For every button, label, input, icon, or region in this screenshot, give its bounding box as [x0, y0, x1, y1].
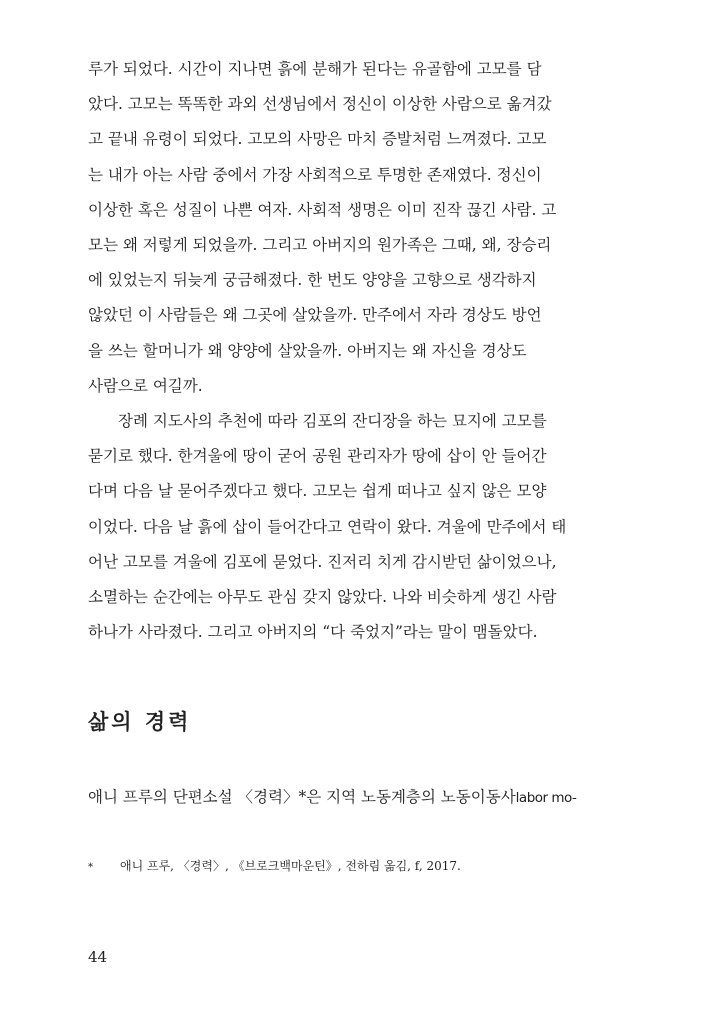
- body-paragraph-3: [88, 780, 628, 815]
- section-heading: 삶의 경력: [88, 709, 192, 734]
- text-line: 루가 되었다. 시간이 지나면 흙에 분해가 된다는 유골함에 고모를 담: [88, 60, 542, 78]
- footnote-text: 애니 프루, 〈경력〉, 《브로크백마운틴》, 전하림 옮김, f, 2017.: [120, 859, 461, 873]
- text-line: 는 내가 아는 사람 중에서 가장 사회적으로 투명한 존재였다. 정신이: [88, 165, 542, 184]
- text-line: 이었다. 다음 날 흙에 삽이 들어간다고 연락이 왔다. 겨울에 만주에서 태: [88, 517, 567, 536]
- body-paragraph-2: [88, 404, 628, 650]
- footnote: [88, 856, 648, 878]
- paragraph-text: 애니 프루의 단편소설 〈경력〉*은 지역 노동계층의 노동이동사: [88, 788, 516, 806]
- text-line: 았다. 고모는 똑똑한 과외 선생님에서 정신이 이상한 사람으로 옮겨갔: [88, 95, 552, 114]
- text-line: 에 있었는지 뒤늦게 궁금해졌다. 한 번도 양양을 고향으로 생각하지: [88, 271, 537, 290]
- text-line: 모는 왜 저렇게 되었을까. 그리고 아버지의 원가족은 그때, 왜, 장승리: [88, 235, 552, 254]
- text-line: 을 쓰는 할머니가 왜 양양에 살았을까. 아버지는 왜 자신을 경상도: [88, 341, 527, 360]
- text-line: 이상한 혹은 성질이 나쁜 여자. 사회적 생명은 이미 진작 끊긴 사람. 고: [88, 200, 557, 219]
- text-line: 어난 고모를 겨울에 김포에 묻었다. 진저리 치게 감시받던 삶이었으나,: [88, 552, 557, 571]
- text-line: 사람으로 여길까.: [88, 376, 203, 395]
- text-line: 장례 지도사의 추천에 따라 김포의 잔디장을 하는 묘지에 고모를: [118, 412, 547, 430]
- text-line: 고 끝내 유령이 되었다. 고모의 사망은 마치 증발처럼 느껴졌다. 고모: [88, 130, 547, 149]
- page-number: 44: [88, 948, 108, 966]
- text-line: 소멸하는 순간에는 아무도 관심 갖지 않았다. 나와 비슷하게 생긴 사람: [88, 587, 557, 606]
- text-line: 않았던 이 사람들은 왜 그곳에 살았을까. 만주에서 자라 경상도 방언: [88, 306, 542, 325]
- latin-term: labor mo-: [515, 790, 577, 806]
- body-paragraph-1: [88, 52, 628, 404]
- footnote-marker: *: [88, 862, 93, 873]
- text-line: [88, 780, 628, 815]
- text-line: 하나가 사라졌다. 그리고 아버지의 “다 죽었지”라는 말이 맴돌았다.: [88, 623, 538, 642]
- text-line: 다며 다음 날 묻어주겠다고 했다. 고모는 쉽게 떠나고 싶지 않은 모양: [88, 482, 547, 501]
- text-line: 묻기로 했다. 한겨울에 땅이 굳어 공원 관리자가 땅에 삽이 안 들어간: [88, 447, 547, 466]
